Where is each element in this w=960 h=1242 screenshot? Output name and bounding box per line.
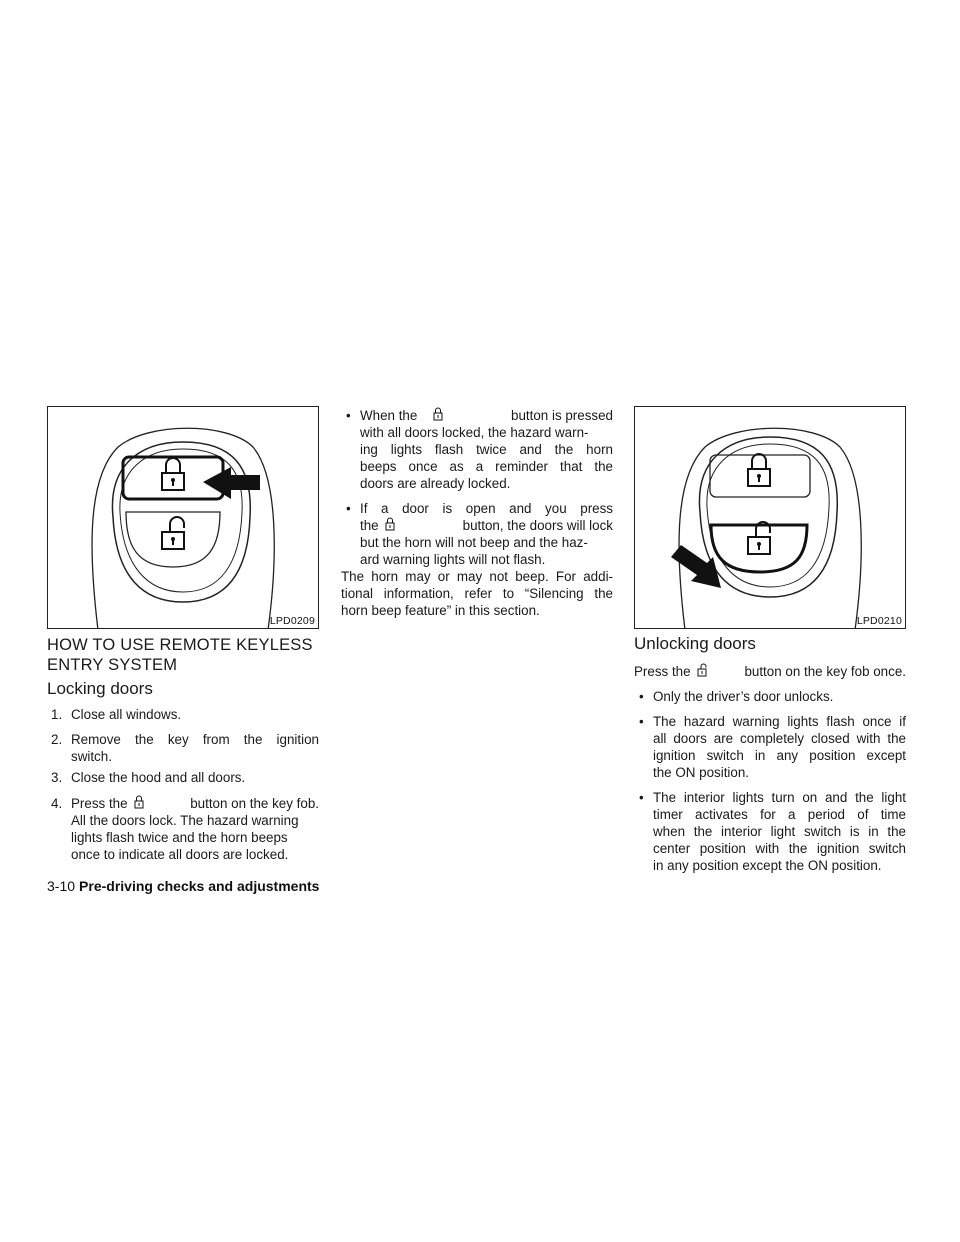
lock-open-icon xyxy=(162,517,184,549)
figure-key-fob-lock xyxy=(47,406,319,629)
bullet-dot: • xyxy=(346,408,351,423)
bullet-text: ignition switch in any position except xyxy=(653,748,906,763)
key-fob-lock-illustration xyxy=(48,407,319,629)
paragraph-text: tional information, refer to “Silencing the xyxy=(341,586,613,601)
figure-key-fob-unlock xyxy=(634,406,906,629)
heading-line-1: HOW TO USE REMOTE KEYLESS xyxy=(47,636,313,654)
subheading-locking-doors: Locking doors xyxy=(47,679,153,698)
bullet-text: the ON position. xyxy=(653,765,750,780)
bullet-row xyxy=(360,407,613,424)
page-number: 3-10 xyxy=(47,878,76,894)
step-text: Close the hood and all doors. xyxy=(71,770,246,785)
section-heading xyxy=(47,635,313,675)
step-text: button on the key fob. xyxy=(190,796,319,811)
lock-open-icon xyxy=(697,663,707,677)
step-text: Press the xyxy=(71,796,128,811)
arrow-left-icon xyxy=(203,467,260,499)
bullet-text: beeps once as a reminder that the xyxy=(360,459,613,474)
bullet-text: If a door is open and you press xyxy=(360,501,613,516)
paragraph-text: horn beep feature” in this section. xyxy=(341,603,540,618)
bullet-dot: • xyxy=(639,689,644,704)
section-title: Pre-driving checks and adjustments xyxy=(79,878,320,894)
bullet-text: with all doors locked, the hazard warn- xyxy=(360,425,589,440)
bullet-text: Only the driver’s door unlocks. xyxy=(653,689,834,704)
bullet-row xyxy=(360,517,613,534)
figure-label: LPD0210 xyxy=(856,615,902,627)
bullet-text: When the xyxy=(360,408,418,423)
step-text: once to indicate all doors are locked. xyxy=(71,847,289,862)
bullet-text: but the horn will not beep and the haz- xyxy=(360,535,588,550)
bullet-text: in any position except the ON position. xyxy=(653,858,882,873)
arrow-up-right-icon xyxy=(671,545,721,588)
lock-closed-icon xyxy=(748,454,770,486)
step-number: 1. xyxy=(51,707,63,722)
step-number: 3. xyxy=(51,770,63,785)
key-fob-unlock-illustration xyxy=(635,407,906,629)
bullet-text: The interior lights turn on and the light xyxy=(653,790,906,805)
step-number: 4. xyxy=(51,796,63,811)
step-text: Close all windows. xyxy=(71,707,182,722)
step-text: Remove the key from the ignition xyxy=(71,732,319,747)
step-number: 2. xyxy=(51,732,63,747)
bullet-dot: • xyxy=(639,790,644,805)
lock-closed-icon xyxy=(385,517,395,531)
lock-open-icon xyxy=(748,522,770,554)
bullet-dot: • xyxy=(639,714,644,729)
lock-closed-icon xyxy=(134,795,144,809)
subheading-unlocking-doors: Unlocking doors xyxy=(634,634,756,653)
intro-row xyxy=(634,663,906,680)
paragraph-text: The horn may or may not beep. For addi- xyxy=(341,569,613,584)
bullet-text: The hazard warning lights flash once if xyxy=(653,714,906,729)
heading-line-2: ENTRY SYSTEM xyxy=(47,656,178,674)
bullet-text: when the interior light switch is in the xyxy=(653,824,906,839)
bullet-text: all doors are completely closed with the xyxy=(653,731,906,746)
lock-closed-icon xyxy=(162,458,184,490)
bullet-text: the xyxy=(360,518,379,533)
bullet-text: timer activates for a period of time xyxy=(653,807,906,822)
step-text: All the doors lock. The hazard warning xyxy=(71,813,299,828)
bullet-text: ing lights flash twice and the horn xyxy=(360,442,613,457)
bullet-text: ard warning lights will not flash. xyxy=(360,552,546,567)
bullet-dot: • xyxy=(346,501,351,516)
page-footer xyxy=(47,877,319,895)
step-text: lights flash twice and the horn beeps xyxy=(71,830,288,845)
bullet-text: button, the doors will lock xyxy=(462,518,613,533)
intro-text: button on the key fob once. xyxy=(744,664,906,679)
bullet-text: doors are already locked. xyxy=(360,476,511,491)
bullet-text: center position with the ignition switch xyxy=(653,841,906,856)
intro-text: Press the xyxy=(634,664,691,679)
step-text: switch. xyxy=(71,749,112,764)
figure-label: LPD0209 xyxy=(269,615,315,627)
bullet-text: button is pressed xyxy=(511,408,613,423)
lock-closed-icon xyxy=(433,407,443,421)
step-text-row xyxy=(71,795,319,812)
